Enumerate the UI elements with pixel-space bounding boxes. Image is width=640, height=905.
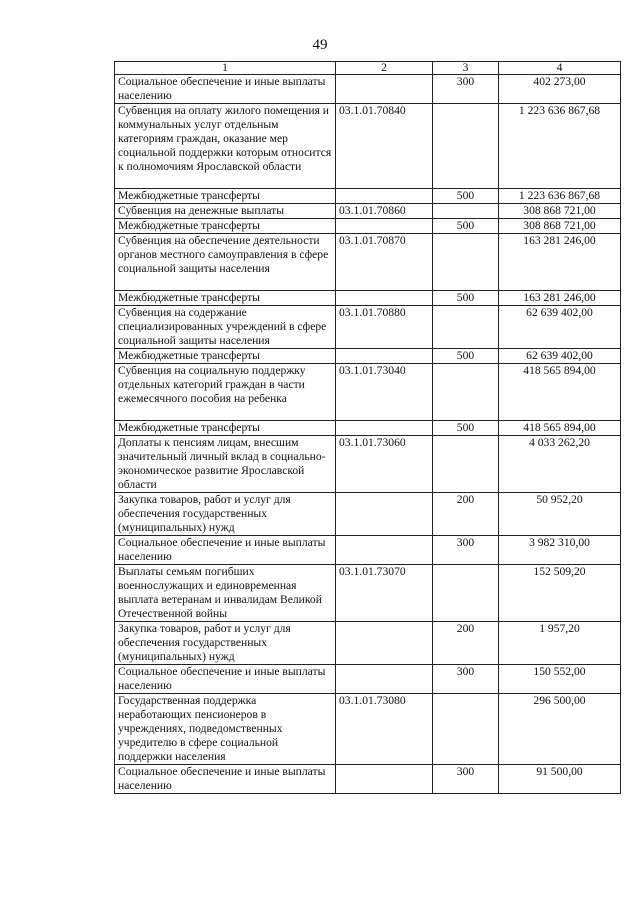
row-name-cell: Доплаты к пенсиям лицам, внесшим значительный личный вклад в социально-экономическое развитие Ярославской области xyxy=(115,436,336,493)
table-row xyxy=(115,234,621,291)
row-type-cell xyxy=(433,364,499,421)
row-amount-cell: 91 500,00 xyxy=(499,765,621,794)
row-amount-cell: 50 952,20 xyxy=(499,493,621,536)
row-code-cell xyxy=(336,493,433,536)
row-code-cell xyxy=(336,665,433,694)
row-amount-cell: 1 223 636 867,68 xyxy=(499,104,621,189)
row-amount-cell: 1 223 636 867,68 xyxy=(499,189,621,204)
row-amount-cell: 308 868 721,00 xyxy=(499,204,621,219)
row-name-cell: Социальное обеспечение и иные выплаты населению xyxy=(115,665,336,694)
row-amount-cell: 418 565 894,00 xyxy=(499,421,621,436)
row-code-cell: 03.1.01.70880 xyxy=(336,306,433,349)
row-code-cell xyxy=(336,349,433,364)
budget-table-body xyxy=(115,62,621,794)
column-header-row xyxy=(115,62,621,75)
row-amount-cell: 308 868 721,00 xyxy=(499,219,621,234)
row-amount-cell: 163 281 246,00 xyxy=(499,234,621,291)
row-name-cell: Субвенция на денежные выплаты xyxy=(115,204,336,219)
row-code-cell xyxy=(336,622,433,665)
row-code-cell xyxy=(336,536,433,565)
table-row xyxy=(115,421,621,436)
row-name-cell: Межбюджетные трансферты xyxy=(115,421,336,436)
table-row xyxy=(115,765,621,794)
row-amount-cell: 418 565 894,00 xyxy=(499,364,621,421)
column-header-3: 3 xyxy=(433,62,499,75)
row-type-cell xyxy=(433,306,499,349)
row-amount-cell: 4 033 262,20 xyxy=(499,436,621,493)
row-code-cell xyxy=(336,75,433,104)
column-header-4: 4 xyxy=(499,62,621,75)
table-row xyxy=(115,694,621,765)
row-type-cell: 500 xyxy=(433,349,499,364)
row-name-cell: Субвенция на обеспечение деятельности органов местного самоуправления в сфере социальной защиты населения xyxy=(115,234,336,291)
row-type-cell: 300 xyxy=(433,536,499,565)
row-amount-cell: 402 273,00 xyxy=(499,75,621,104)
budget-table xyxy=(114,61,621,794)
table-row xyxy=(115,493,621,536)
row-code-cell: 03.1.01.70870 xyxy=(336,234,433,291)
row-type-cell: 200 xyxy=(433,622,499,665)
row-amount-cell: 150 552,00 xyxy=(499,665,621,694)
row-code-cell: 03.1.01.73040 xyxy=(336,364,433,421)
table-row xyxy=(115,291,621,306)
table-row xyxy=(115,349,621,364)
row-code-cell: 03.1.01.73080 xyxy=(336,694,433,765)
column-header-1: 1 xyxy=(115,62,336,75)
row-amount-cell: 62 639 402,00 xyxy=(499,349,621,364)
table-row xyxy=(115,364,621,421)
row-type-cell xyxy=(433,104,499,189)
row-code-cell: 03.1.01.73060 xyxy=(336,436,433,493)
row-name-cell: Закупка товаров, работ и услуг для обеспечения государственных (муниципальных) нужд xyxy=(115,622,336,665)
row-name-cell: Межбюджетные трансферты xyxy=(115,219,336,234)
row-name-cell: Субвенция на оплату жилого помещения и коммунальных услуг отдельным категориям граждан, оказание мер социальной поддержки которым относится к полномочиям Ярославской области xyxy=(115,104,336,189)
row-name-cell: Межбюджетные трансферты xyxy=(115,349,336,364)
row-amount-cell: 3 982 310,00 xyxy=(499,536,621,565)
row-amount-cell: 163 281 246,00 xyxy=(499,291,621,306)
row-type-cell: 500 xyxy=(433,291,499,306)
row-name-cell: Социальное обеспечение и иные выплаты населению xyxy=(115,75,336,104)
row-name-cell: Выплаты семьям погибших военнослужащих и единовременная выплата ветеранам и инвалидам Великой Отечественной войны xyxy=(115,565,336,622)
table-row xyxy=(115,436,621,493)
table-row xyxy=(115,75,621,104)
row-amount-cell: 1 957,20 xyxy=(499,622,621,665)
row-amount-cell: 62 639 402,00 xyxy=(499,306,621,349)
table-row xyxy=(115,104,621,189)
row-type-cell: 500 xyxy=(433,219,499,234)
table-row xyxy=(115,565,621,622)
row-code-cell: 03.1.01.73070 xyxy=(336,565,433,622)
row-type-cell: 500 xyxy=(433,189,499,204)
row-code-cell xyxy=(336,421,433,436)
row-type-cell xyxy=(433,565,499,622)
row-code-cell: 03.1.01.70840 xyxy=(336,104,433,189)
table-row xyxy=(115,219,621,234)
row-type-cell xyxy=(433,204,499,219)
row-type-cell: 300 xyxy=(433,665,499,694)
row-code-cell: 03.1.01.70860 xyxy=(336,204,433,219)
row-type-cell xyxy=(433,436,499,493)
row-code-cell xyxy=(336,219,433,234)
row-name-cell: Государственная поддержка неработающих пенсионеров в учреждениях, подведомственных учредителю в сфере социальной поддержки населения xyxy=(115,694,336,765)
row-type-cell xyxy=(433,694,499,765)
row-name-cell: Субвенция на содержание специализированных учреждений в сфере социальной защиты населения xyxy=(115,306,336,349)
row-code-cell xyxy=(336,765,433,794)
table-row xyxy=(115,536,621,565)
column-header-2: 2 xyxy=(336,62,433,75)
row-type-cell: 500 xyxy=(433,421,499,436)
row-code-cell xyxy=(336,189,433,204)
row-type-cell: 300 xyxy=(433,75,499,104)
table-row xyxy=(115,622,621,665)
row-code-cell xyxy=(336,291,433,306)
row-name-cell: Межбюджетные трансферты xyxy=(115,291,336,306)
table-row xyxy=(115,306,621,349)
row-name-cell: Социальное обеспечение и иные выплаты населению xyxy=(115,536,336,565)
row-type-cell xyxy=(433,234,499,291)
row-name-cell: Межбюджетные трансферты xyxy=(115,189,336,204)
row-type-cell: 200 xyxy=(433,493,499,536)
row-type-cell: 300 xyxy=(433,765,499,794)
row-amount-cell: 296 500,00 xyxy=(499,694,621,765)
row-name-cell: Закупка товаров, работ и услуг для обеспечения государственных (муниципальных) нужд xyxy=(115,493,336,536)
table-row xyxy=(115,204,621,219)
table-row xyxy=(115,189,621,204)
table-row xyxy=(115,665,621,694)
row-name-cell: Субвенция на социальную поддержку отдельных категорий граждан в части ежемесячного пособия на ребенка xyxy=(115,364,336,421)
page-number: 49 xyxy=(312,37,328,53)
row-amount-cell: 152 509,20 xyxy=(499,565,621,622)
row-name-cell: Социальное обеспечение и иные выплаты населению xyxy=(115,765,336,794)
